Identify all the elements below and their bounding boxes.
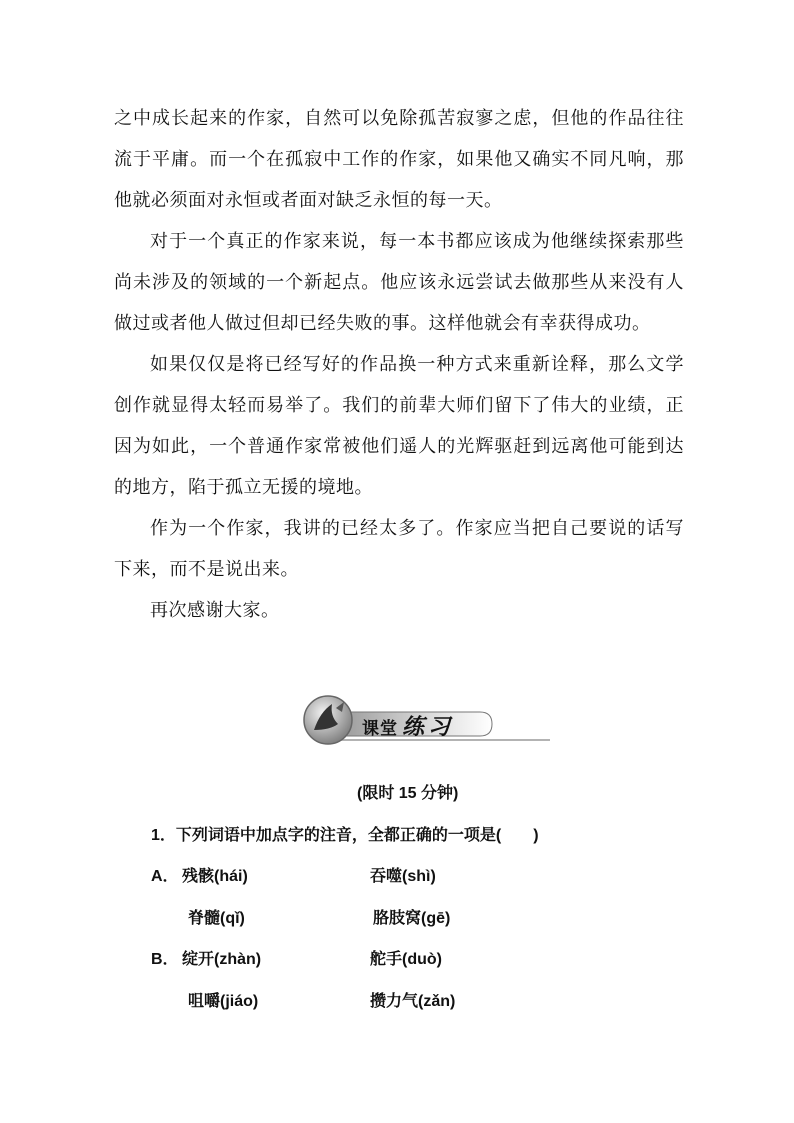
time-limit: (限时 15 分钟)	[357, 785, 459, 802]
question-1: 1．下列词语中加点字的注音，全都正确的一项是( )	[151, 827, 539, 844]
option-b-item-4: 攒力气(zǎn)	[370, 993, 456, 1010]
option-a-item-2: 吞噬(shì)	[370, 868, 436, 885]
banner-title	[362, 710, 454, 741]
banner-label-prefix: 课堂	[362, 719, 398, 739]
option-b-letter: B．	[151, 951, 179, 968]
paragraph-2: 对于一个真正的作家来说，每一本书都应该成为他继续探索那些尚未涉及的领域的一个新起点。他应该永远尝试去做那些从来没有人做过或者他人做过但却已经失败的事。这样他就会有幸获得成功。	[114, 231, 684, 334]
paragraph-4: 作为一个作家，我讲的已经太多了。作家应当把自己要说的话写下来，而不是说出来。	[114, 518, 684, 580]
option-a-item-1: 残骸(hái)	[182, 868, 248, 885]
paragraph-1: 之中成长起来的作家，自然可以免除孤苦寂寥之虑，但他的作品往往流于平庸。而一个在孤寂中工作的作家，如果他又确实不同凡响，那他就必须面对永恒或者面对缺乏永恒的每一天。	[114, 108, 684, 211]
option-b-item-1: 绽开(zhàn)	[182, 951, 262, 968]
option-a-item-3: 脊髓(qǐ)	[188, 910, 245, 927]
option-b-item-2: 舵手(duò)	[370, 951, 442, 968]
option-b-item-3: 咀嚼(jiáo)	[188, 993, 259, 1010]
banner-label-main: 练习	[402, 714, 455, 740]
section-banner	[300, 690, 560, 750]
paragraph-5: 再次感谢大家。	[150, 600, 280, 621]
paragraph-3: 如果仅仅是将已经写好的作品换一种方式来重新诠释，那么文学创作就显得太轻而易举了。我们的前辈大师们留下了伟大的业绩，正因为如此，一个普通作家常被他们遥人的光辉驱赶到远离他可能到达的地方，陷于孤立无援的境地。	[114, 354, 684, 498]
option-a-item-4: 胳肢窝(gē)	[373, 910, 451, 927]
option-a-letter: A．	[151, 868, 179, 885]
